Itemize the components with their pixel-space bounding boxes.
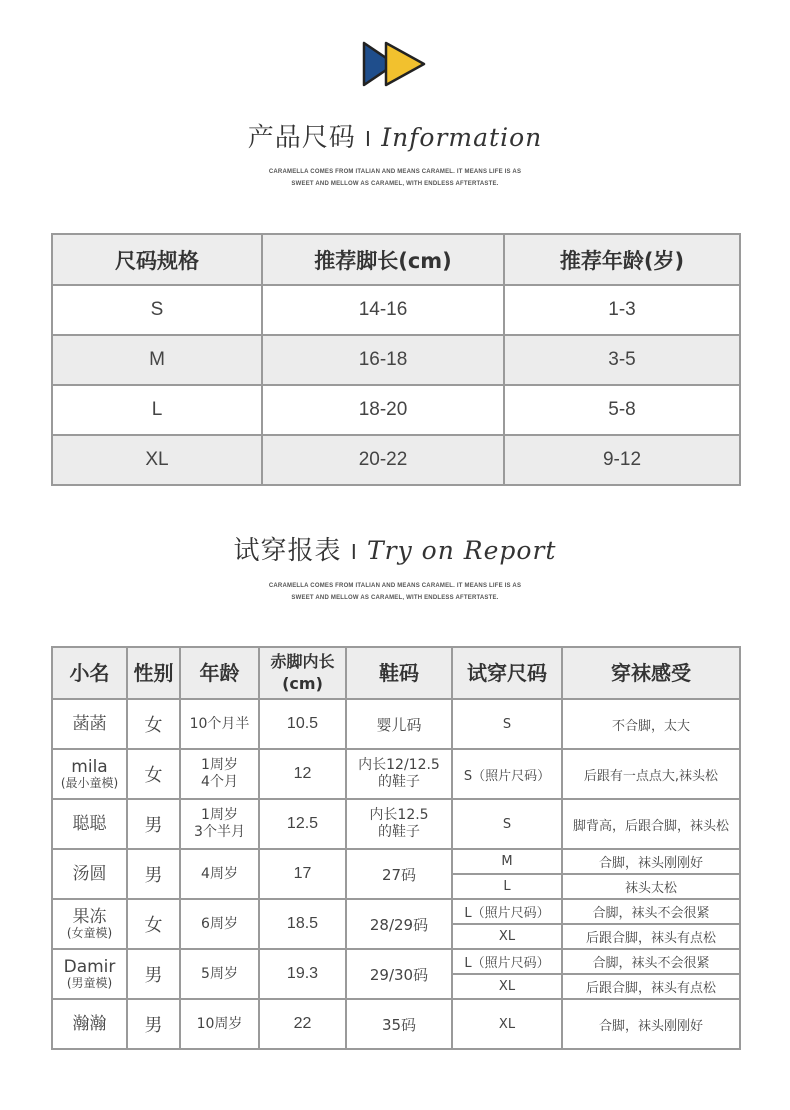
cell-feeling: 后跟有一点点大,袜头松 bbox=[562, 749, 740, 799]
header-foot-length bbox=[259, 647, 346, 699]
cell-gender: 男 bbox=[127, 949, 180, 999]
cell-foot-length: 19.3 bbox=[259, 949, 346, 999]
table-row bbox=[52, 385, 740, 435]
cell-shoe-size: 28/29码 bbox=[346, 899, 452, 949]
header-nickname: 小名 bbox=[52, 647, 127, 699]
table-row bbox=[52, 285, 740, 335]
table-row bbox=[52, 799, 740, 849]
cell-tried-size: L（照片尺码） bbox=[452, 949, 562, 974]
table-row bbox=[52, 949, 740, 974]
cell-age bbox=[180, 749, 259, 799]
table-header-row bbox=[52, 234, 740, 285]
cell-foot-length: 16-18 bbox=[262, 335, 504, 385]
cell-age: 10周岁 bbox=[180, 999, 259, 1049]
age-line: 3个半月 bbox=[194, 824, 245, 840]
cell-age bbox=[180, 799, 259, 849]
cell-nickname: 汤圆 bbox=[52, 849, 127, 899]
shoe-line: 的鞋子 bbox=[378, 774, 420, 790]
cell-size: M bbox=[52, 335, 262, 385]
cell-age: 5周岁 bbox=[180, 949, 259, 999]
cell-foot-length: 18.5 bbox=[259, 899, 346, 949]
cell-nickname bbox=[52, 949, 127, 999]
cell-foot-length: 20-22 bbox=[262, 435, 504, 485]
subtitle-line: CARAMELLA COMES FROM ITALIAN AND MEANS CARAMEL. IT MEANS LIFE IS AS bbox=[268, 169, 522, 175]
header-shoe-size: 鞋码 bbox=[346, 647, 452, 699]
cell-gender: 男 bbox=[127, 999, 180, 1049]
cell-tried-size: L（照片尺码） bbox=[452, 899, 562, 924]
cell-tried-size: S bbox=[452, 699, 562, 749]
cell-gender: 女 bbox=[127, 749, 180, 799]
cell-feeling: 合脚，袜头不会很紧 bbox=[562, 899, 740, 924]
table-row bbox=[52, 849, 740, 874]
cell-feeling: 合脚，袜头刚刚好 bbox=[562, 849, 740, 874]
cell-gender: 女 bbox=[127, 699, 180, 749]
age-line: 4个月 bbox=[201, 774, 238, 790]
cell-feeling: 袜头太松 bbox=[562, 874, 740, 899]
cell-shoe-size: 35码 bbox=[346, 999, 452, 1049]
cell-tried-size: XL bbox=[452, 999, 562, 1049]
section-subtitle bbox=[0, 166, 790, 190]
cell-feeling: 合脚，袜头不会很紧 bbox=[562, 949, 740, 974]
cell-tried-size: S（照片尺码） bbox=[452, 749, 562, 799]
header-foot-length-unit: (cm) bbox=[282, 674, 323, 693]
cell-feeling: 合脚，袜头刚刚好 bbox=[562, 999, 740, 1049]
age-line: 1周岁 bbox=[201, 807, 238, 823]
header-size: 尺码规格 bbox=[52, 234, 262, 285]
shoe-line: 内长12/12.5 bbox=[358, 757, 440, 773]
cell-nickname: 菡菡 bbox=[52, 699, 127, 749]
cell-tried-size: L bbox=[452, 874, 562, 899]
cell-age: 1-3 bbox=[504, 285, 740, 335]
cell-age: 6周岁 bbox=[180, 899, 259, 949]
section-title-information bbox=[0, 117, 790, 154]
header-age: 推荐年龄(岁) bbox=[504, 234, 740, 285]
table-row bbox=[52, 899, 740, 924]
cell-tried-size: S bbox=[452, 799, 562, 849]
table-header-row bbox=[52, 647, 740, 699]
cell-foot-length: 12 bbox=[259, 749, 346, 799]
header-age: 年龄 bbox=[180, 647, 259, 699]
title-en: Try on Report bbox=[366, 536, 557, 565]
subtitle-line: SWEET AND MELLOW AS CARAMEL, WITH ENDLESS AFTERTASTE. bbox=[291, 595, 499, 601]
cell-foot-length: 10.5 bbox=[259, 699, 346, 749]
shoe-line: 的鞋子 bbox=[378, 824, 420, 840]
cell-age: 3-5 bbox=[504, 335, 740, 385]
nickname-text: Damir bbox=[63, 957, 116, 977]
cell-tried-size: M bbox=[452, 849, 562, 874]
cell-gender: 男 bbox=[127, 849, 180, 899]
nickname-note: (男童模) bbox=[66, 976, 113, 990]
section-subtitle bbox=[0, 580, 790, 604]
cell-size: XL bbox=[52, 435, 262, 485]
nickname-note: (女童模) bbox=[66, 926, 113, 940]
subtitle-line: CARAMELLA COMES FROM ITALIAN AND MEANS CARAMEL. IT MEANS LIFE IS AS bbox=[268, 583, 522, 589]
cell-shoe-size: 婴儿码 bbox=[346, 699, 452, 749]
cell-shoe-size: 27码 bbox=[346, 849, 452, 899]
cell-foot-length: 12.5 bbox=[259, 799, 346, 849]
cell-gender: 男 bbox=[127, 799, 180, 849]
subtitle-line: SWEET AND MELLOW AS CARAMEL, WITH ENDLESS AFTERTASTE. bbox=[291, 181, 499, 187]
header-foot-length-label: 赤脚内长 bbox=[270, 652, 335, 671]
table-row bbox=[52, 699, 740, 749]
cell-tried-size: XL bbox=[452, 974, 562, 999]
table-row bbox=[52, 749, 740, 799]
try-on-table bbox=[51, 646, 741, 1050]
nickname-note: (最小童模) bbox=[60, 776, 119, 790]
cell-nickname bbox=[52, 899, 127, 949]
cell-feeling: 不合脚，太大 bbox=[562, 699, 740, 749]
brand-logo-icon bbox=[362, 40, 428, 88]
age-line: 1周岁 bbox=[201, 757, 238, 773]
nickname-text: 果冻 bbox=[72, 907, 107, 927]
header-feeling: 穿袜感受 bbox=[562, 647, 740, 699]
cell-foot-length: 18-20 bbox=[262, 385, 504, 435]
section-title-try-on-report bbox=[0, 530, 790, 567]
cell-shoe-size: 29/30码 bbox=[346, 949, 452, 999]
cell-age: 4周岁 bbox=[180, 849, 259, 899]
cell-feeling: 后跟合脚，袜头有点松 bbox=[562, 974, 740, 999]
cell-foot-length: 17 bbox=[259, 849, 346, 899]
header-gender: 性别 bbox=[127, 647, 180, 699]
title-cn: 产品尺码 bbox=[247, 123, 356, 153]
cell-tried-size: XL bbox=[452, 924, 562, 949]
cell-gender: 女 bbox=[127, 899, 180, 949]
table-row bbox=[52, 335, 740, 385]
shoe-line: 内长12.5 bbox=[369, 807, 429, 823]
cell-age: 10个月半 bbox=[180, 699, 259, 749]
cell-age: 9-12 bbox=[504, 435, 740, 485]
header-tried-size: 试穿尺码 bbox=[452, 647, 562, 699]
cell-nickname bbox=[52, 749, 127, 799]
title-cn: 试穿报表 bbox=[233, 536, 342, 566]
cell-nickname: 瀚瀚 bbox=[52, 999, 127, 1049]
nickname-text: mila bbox=[71, 757, 108, 777]
cell-size: L bbox=[52, 385, 262, 435]
size-table bbox=[51, 233, 741, 486]
header-foot-length: 推荐脚长(cm) bbox=[262, 234, 504, 285]
cell-nickname: 聪聪 bbox=[52, 799, 127, 849]
cell-size: S bbox=[52, 285, 262, 335]
title-separator: I bbox=[365, 127, 372, 151]
title-separator: I bbox=[350, 540, 358, 564]
cell-shoe-size bbox=[346, 799, 452, 849]
cell-feeling: 脚背高，后跟合脚，袜头松 bbox=[562, 799, 740, 849]
cell-age: 5-8 bbox=[504, 385, 740, 435]
cell-foot-length: 14-16 bbox=[262, 285, 504, 335]
table-row bbox=[52, 435, 740, 485]
cell-feeling: 后跟合脚，袜头有点松 bbox=[562, 924, 740, 949]
cell-shoe-size bbox=[346, 749, 452, 799]
title-en: Information bbox=[381, 123, 543, 152]
table-row bbox=[52, 999, 740, 1049]
cell-foot-length: 22 bbox=[259, 999, 346, 1049]
